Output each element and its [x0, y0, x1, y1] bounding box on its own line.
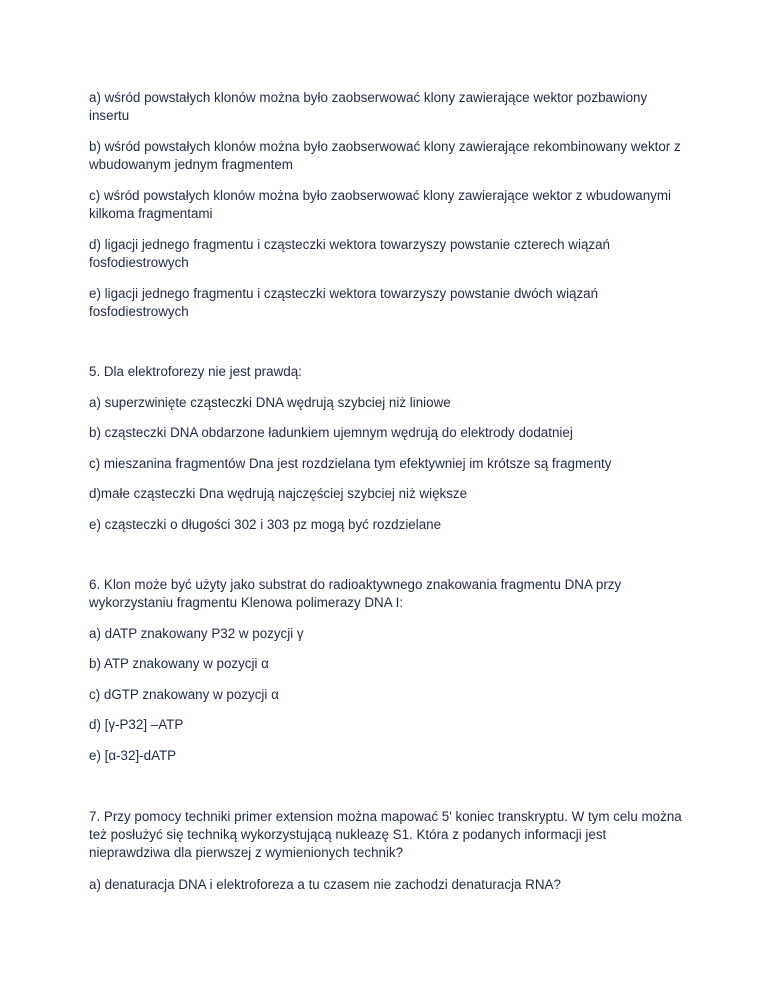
q5-option-b: b) cząsteczki DNA obdarzone ładunkiem ujemnym wędrują do elektrody dodatniej — [89, 425, 573, 440]
q6-option-e: e) [α-32]-dATP — [89, 748, 177, 763]
answer-option-c: c) wśród powstałych klonów można było zaobserwować klony zawierające wektor z wbudowanymi kilkoma fragmentami — [89, 188, 671, 221]
q6-option-b: b) ATP znakowany w pozycji α — [89, 656, 269, 671]
question-5-text: 5. Dla elektroforezy nie jest prawdą: — [89, 364, 302, 379]
q6-option-d: d) [γ-P32] –ATP — [89, 717, 184, 732]
answer-option-e: e) ligacji jednego fragmentu i cząsteczki wektora towarzyszy powstanie dwóch wiązań fosfodiestrowych — [89, 286, 599, 319]
q5-option-c: c) mieszanina fragmentów Dna jest rozdzielana tym efektywniej im krótsze są fragmenty — [89, 456, 612, 471]
answer-option-b: b) wśród powstałych klonów można było zaobserwować klony zawierające rekombinowany wektor z wbudowanym jednym fragmentem — [89, 139, 681, 172]
q6-option-c: c) dGTP znakowany w pozycji α — [89, 687, 279, 702]
answer-option-d: d) ligacji jednego fragmentu i cząsteczki wektora towarzyszy powstanie czterech wiązań fosfodiestrowych — [89, 237, 610, 270]
q7-option-a: a) denaturacja DNA i elektroforeza a tu czasem nie zachodzi denaturacja RNA? — [89, 877, 561, 892]
q5-option-e: e) cząsteczki o długości 302 i 303 pz mogą być rozdzielane — [89, 517, 442, 532]
question-6-text: 6. Klon może być użyty jako substrat do radioaktywnego znakowania fragmentu DNA przy wykorzystaniu fragmentu Klenowa polimerazy DNA I: — [89, 577, 622, 610]
q5-option-a: a) superzwinięte cząsteczki DNA wędrują szybciej niż liniowe — [89, 395, 451, 410]
answer-option-a: a) wśród powstałych klonów można było zaobserwować klony zawierające wektor pozbawiony insertu — [89, 90, 648, 123]
q6-option-a: a) dATP znakowany P32 w pozycji γ — [89, 626, 304, 641]
q5-option-d: d)małe cząsteczki Dna wędrują najczęściej szybciej niż większe — [89, 486, 468, 501]
question-7-text: 7. Przy pomocy techniki primer extension można mapować 5' koniec transkryptu. W tym celu można też posłużyć się techniką wykorzystującą nukleazę S1. Która z podanych informacji jest nieprawdziwa dla pierwszej z wymienionych technik? — [89, 809, 682, 860]
